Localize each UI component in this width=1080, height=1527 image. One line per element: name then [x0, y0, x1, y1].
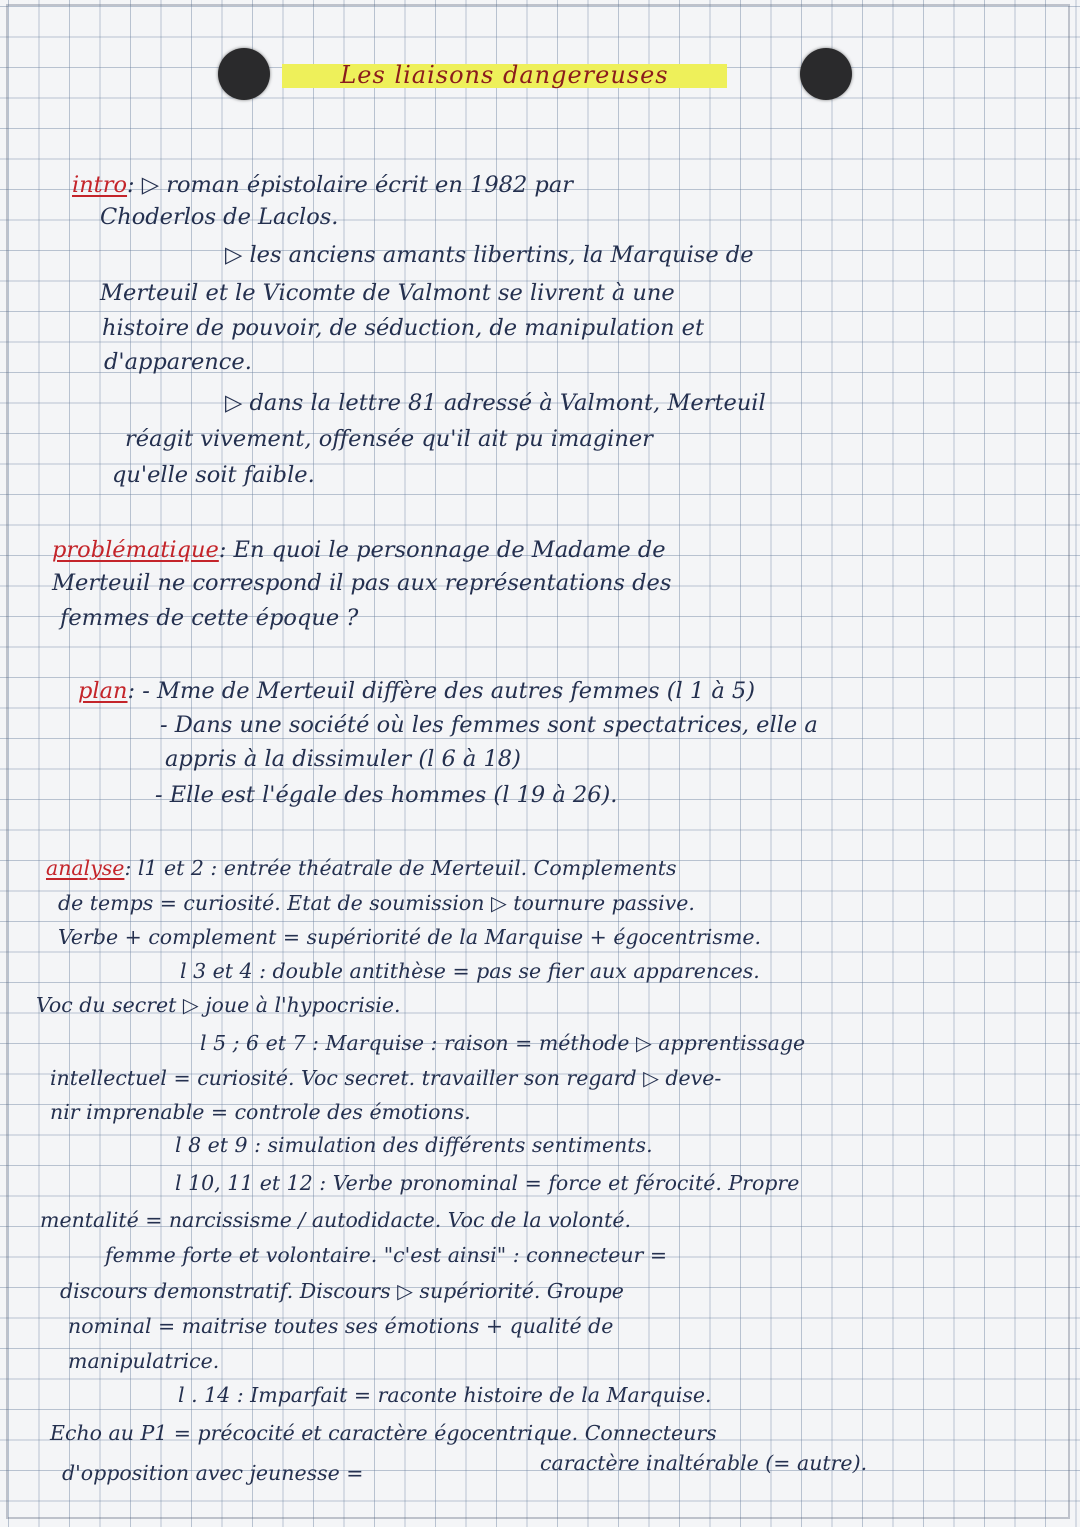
analyse-line-5: Voc du secret ▷ joue à l'hypocrisie. — [36, 993, 401, 1017]
plan-line-1-text: : - Mme de Merteuil diffère des autres femmes (l 1 à 5) — [127, 678, 756, 704]
analyse-line-1 — [46, 853, 676, 883]
plan-line-1 — [78, 676, 755, 706]
intro-heading: intro — [72, 172, 128, 198]
analyse-heading: analyse — [46, 856, 125, 880]
intro-line-6: d'apparence. — [104, 349, 252, 375]
problematique-line-1 — [52, 535, 666, 565]
analyse-line-18: d'opposition avec jeunesse = — [62, 1461, 364, 1485]
plan-line-2: - Dans une société où les femmes sont spectatrices, elle a — [160, 712, 818, 738]
problematique-line-2: Merteuil ne correspond il pas aux représentations des — [52, 570, 672, 596]
problematique-line-1-text: : En quoi le personnage de Madame de — [218, 537, 666, 563]
intro-line-2: Choderlos de Laclos. — [100, 204, 339, 230]
analyse-line-9: l 8 et 9 : simulation des différents sentiments. — [175, 1133, 653, 1157]
intro-line-5: histoire de pouvoir, de séduction, de manipulation et — [102, 315, 704, 341]
analyse-line-19: caractère inaltérable (= autre). — [540, 1451, 868, 1475]
intro-line-3: ▷ les anciens amants libertins, la Marquise de — [225, 242, 754, 268]
analyse-line-4: l 3 et 4 : double antithèse = pas se fier aux apparences. — [180, 959, 760, 983]
problematique-heading: problématique — [52, 537, 219, 563]
analyse-line-7: intellectuel = curiosité. Voc secret. travailler son regard ▷ deve- — [50, 1066, 722, 1090]
plan-line-4: - Elle est l'égale des hommes (l 19 à 26). — [155, 782, 618, 808]
intro-line-9: qu'elle soit faible. — [112, 462, 315, 488]
plan-heading: plan — [78, 678, 128, 704]
analyse-line-15: manipulatrice. — [68, 1349, 220, 1373]
analyse-line-17: Echo au P1 = précocité et caractère égocentrique. Connecteurs — [50, 1421, 717, 1445]
plan-line-3: appris à la dissimuler (l 6 à 18) — [165, 746, 521, 772]
analyse-line-10: l 10, 11 et 12 : Verbe pronominal = force et férocité. Propre — [175, 1171, 800, 1195]
analyse-line-11: mentalité = narcissisme / autodidacte. Voc de la volonté. — [40, 1208, 631, 1232]
analyse-line-3: Verbe + complement = supériorité de la Marquise + égocentrisme. — [58, 925, 761, 949]
intro-line-1 — [72, 170, 573, 200]
analyse-line-1-text: : l1 et 2 : entrée théatrale de Merteuil. Complements — [124, 856, 677, 880]
analyse-line-13: discours demonstratif. Discours ▷ supériorité. Groupe — [60, 1279, 624, 1303]
analyse-line-2: de temps = curiosité. Etat de soumission ▷ tournure passive. — [58, 891, 695, 915]
intro-line-1-text: : ▷ roman épistolaire écrit en 1982 par — [127, 172, 573, 198]
intro-line-8: réagit vivement, offensée qu'il ait pu imaginer — [125, 426, 653, 452]
analyse-line-16: l . 14 : Imparfait = raconte histoire de la Marquise. — [178, 1383, 712, 1407]
problematique-line-3: femmes de cette époque ? — [60, 605, 359, 631]
page-title: Les liaisons dangereuses — [282, 58, 727, 92]
binder-hole-left — [218, 48, 270, 100]
analyse-line-14: nominal = maitrise toutes ses émotions + qualité de — [68, 1314, 614, 1338]
intro-line-7: ▷ dans la lettre 81 adressé à Valmont, Merteuil — [225, 390, 766, 416]
analyse-line-12: femme forte et volontaire. "c'est ainsi" : connecteur = — [105, 1243, 668, 1267]
analyse-line-8: nir imprenable = controle des émotions. — [50, 1100, 471, 1124]
binder-hole-right — [800, 48, 852, 100]
analyse-line-6: l 5 ; 6 et 7 : Marquise : raison = méthode ▷ apprentissage — [200, 1031, 806, 1055]
intro-line-4: Merteuil et le Vicomte de Valmont se livrent à une — [100, 280, 675, 306]
